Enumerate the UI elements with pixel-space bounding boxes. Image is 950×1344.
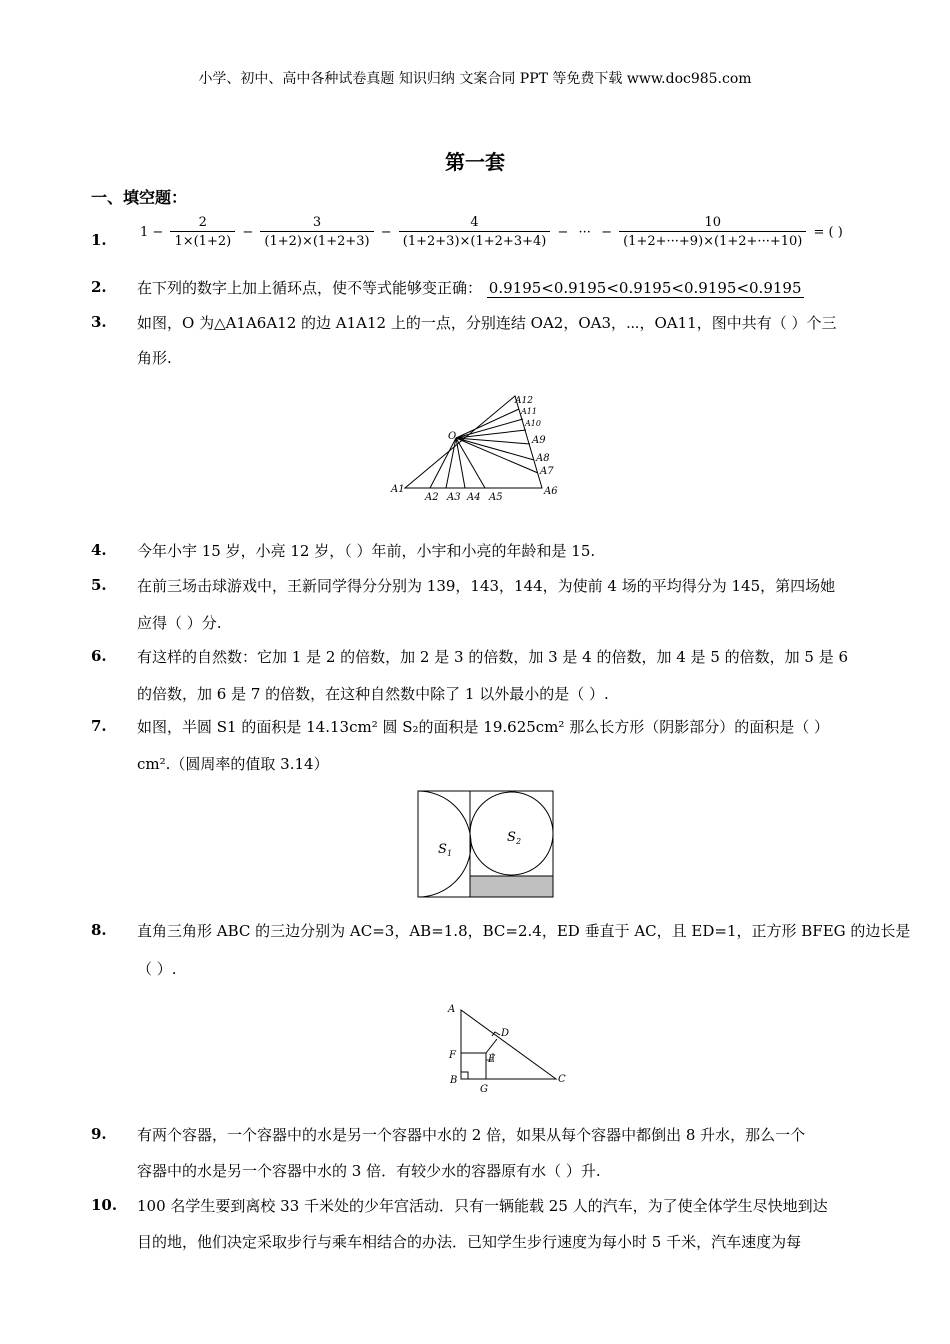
point-label: A9 [532, 435, 546, 446]
q4-text: 今年小宇 15 岁，小亮 12 岁，（ ）年前，小宇和小亮的年龄和是 15. [137, 542, 596, 560]
q7-line2: cm².（圆周率的值取 3.14） [137, 755, 329, 773]
question-number: 1. [91, 231, 107, 249]
question-number: 5. [91, 576, 107, 594]
point-label: G [480, 1084, 488, 1095]
q1-fraction [260, 215, 373, 249]
q3-line2: 角形. [137, 349, 172, 367]
point-label: A8 [536, 453, 550, 464]
numerator: 10 [704, 215, 721, 230]
q8-line2: （ ）. [137, 960, 177, 978]
numerator: 3 [312, 215, 322, 230]
q9-line1: 有两个容器，一个容器中的水是另一个容器中水的 2 倍，如果从每个容器中都倒出 8 升水，那么一个 [137, 1126, 806, 1144]
point-label: A7 [540, 466, 554, 477]
point-label: A6 [544, 486, 558, 497]
q2-inequality: 0.9195<0.9195<0.9195<0.9195<0.9195 [488, 279, 802, 297]
right-triangle-figure [444, 998, 574, 1098]
s2-subscript: 2 [516, 837, 522, 846]
point-label: A5 [489, 492, 503, 503]
point-label: O [448, 431, 457, 442]
point-label: A11 [521, 407, 537, 416]
q6-line1: 有这样的自然数：它加 1 是 2 的倍数，加 2 是 3 的倍数，加 3 是 4 的倍数，加 4 是 5 的倍数，加 5 是 6 [137, 648, 849, 666]
q1-fraction [399, 215, 551, 249]
numerator: 2 [198, 215, 207, 230]
denominator: (1+2)×(1+2+3) [260, 231, 373, 249]
page-title: 第一套 [445, 150, 505, 174]
shaded-rectangle [470, 876, 553, 897]
q5-line2: 应得（ ）分. [137, 614, 222, 632]
point-label: A4 [467, 492, 481, 503]
question-number: 9. [91, 1125, 107, 1143]
question-number: 4. [91, 541, 107, 559]
point-label: E [488, 1054, 496, 1065]
point-label: B [450, 1075, 458, 1086]
numerator: 4 [470, 215, 479, 230]
q1-answer-blank: = ( ) [813, 224, 843, 240]
question-number: 2. [91, 278, 107, 296]
minus-sign: − [557, 224, 569, 240]
section-heading: 一、填空题： [91, 188, 188, 207]
q1-equation [137, 215, 877, 263]
semicircle-rectangle-figure [416, 789, 558, 901]
point-label: A [448, 1004, 456, 1015]
minus-sign: − [242, 224, 254, 240]
question-number: 7. [91, 717, 107, 735]
ellipsis: ··· [578, 224, 591, 240]
minus-sign: − [601, 224, 612, 240]
question-number: 6. [91, 647, 107, 665]
point-label: A12 [515, 396, 533, 406]
point-label: A10 [525, 419, 541, 428]
page-header: 小学、初中、高中各种试卷真题 知识归纳 文案合同 PPT 等免费下载 www.doc985.com [198, 71, 752, 87]
denominator: 1×(1+2) [170, 231, 235, 249]
q7-line1: 如图，半圆 S1 的面积是 14.13cm² 圆 S₂的面积是 19.625cm² 那么长方形（阴影部分）的面积是（ ） [137, 718, 829, 736]
s1-label: S [438, 842, 447, 857]
q9-line2: 容器中的水是另一个容器中水的 3 倍．有较少水的容器原有水（ ）升. [137, 1162, 601, 1180]
q1-lead: 1 − [140, 224, 164, 240]
q2-prompt: 在下列的数字上加上循环点，使不等式能够变正确： [137, 279, 483, 297]
q1-fraction [170, 215, 235, 249]
point-label: A2 [425, 492, 439, 503]
s1-subscript: 1 [447, 849, 453, 858]
q10-line2: 目的地，他们决定采取步行与乘车相结合的办法．已知学生步行速度为每小时 5 千米，汽车速度为每 [137, 1233, 802, 1251]
point-label: C [558, 1074, 566, 1085]
q3-line1: 如图，O 为△A1A6A12 的边 A1A12 上的一点，分别连结 OA2，OA3，⋯，OA11，图中共有（ ）个三 [137, 314, 837, 332]
question-number: 10. [91, 1196, 118, 1214]
q10-line1: 100 名学生要到离校 33 千米处的少年宫活动．只有一辆能载 25 人的汽车，为了使全体学生尽快地到达 [137, 1197, 828, 1215]
q2-text [137, 277, 804, 298]
q1-fraction [619, 215, 806, 249]
denominator: (1+2+3)×(1+2+3+4) [399, 231, 551, 249]
question-number: 3. [91, 313, 107, 331]
q8-line1: 直角三角形 ABC 的三边分别为 AC=3，AB=1.8，BC=2.4，ED 垂直于 AC，且 ED=1，正方形 BFEG 的边长是 [137, 922, 911, 940]
point-label: D [501, 1028, 510, 1039]
denominator: (1+2+···+9)×(1+2+···+10) [619, 231, 806, 249]
triangle-figure [385, 388, 575, 508]
point-label: A3 [447, 492, 461, 503]
point-label: A1 [391, 484, 405, 495]
minus-sign: − [380, 224, 392, 240]
point-label: F [449, 1050, 456, 1061]
question-number: 8. [91, 921, 107, 939]
s2-label: S [507, 830, 516, 845]
q6-line2: 的倍数，加 6 是 7 的倍数，在这种自然数中除了 1 以外最小的是（ ）. [137, 685, 609, 703]
q5-line1: 在前三场击球游戏中，王新同学得分分别为 139，143，144，为使前 4 场的平均得分为 145，第四场她 [137, 577, 836, 595]
